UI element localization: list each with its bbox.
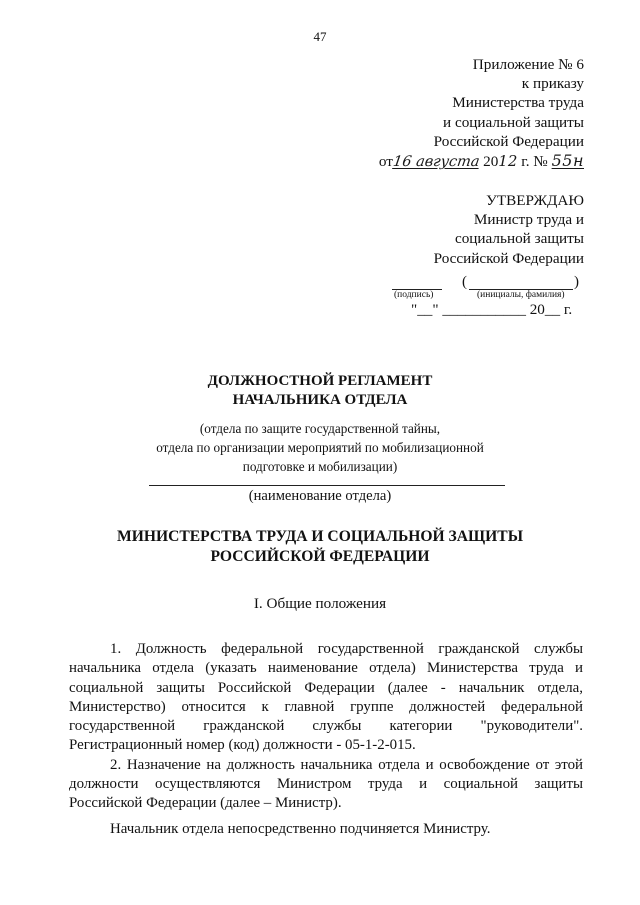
title-line: ДОЛЖНОСТНОЙ РЕГЛАМЕНТ [207,373,433,389]
handwritten-year: 12 [498,152,518,171]
name-caption: (инициалы, фамилия) [477,290,565,300]
approval-heading: УТВЕРЖДАЮ [486,192,584,209]
paragraph: 1. Должность федеральной государственной гражданской службы начальника отдела (указать наименование отдела) Министерства труда и социальной защиты Российской Федерации (далее - начальник отдела, Министерство) относится к главной группе должностей федеральной государственной гражданской службы категории "руководители". Регистрационный номер (код) должности - 05-1-2-015. [69,641,583,754]
name-blank-line [469,280,573,290]
page-number: 47 [313,29,327,44]
section-heading: I. Общие положения [253,595,387,612]
subtitle-line: подготовке и мобилизации) [242,459,398,474]
department-subtitle [0,419,640,476]
order-number-label: г. № [521,153,548,171]
paren-close: ) [574,274,579,290]
ministry-line: МИНИСТЕРСТВА ТРУДА И СОЦИАЛЬНОЙ ЗАЩИТЫ [116,528,524,545]
paren-open: ( [462,274,467,290]
appendix-block [379,55,584,172]
signature-blank-line [392,280,442,290]
ministry-heading [0,527,640,567]
appendix-line: и социальной защиты [443,113,584,131]
year-prefix: 20 [483,153,499,171]
appendix-line: Российской Федерации [433,132,584,150]
approval-line: социальной защиты [454,230,584,248]
approval-date-line: "__" ___________ 20__ г. [411,301,573,318]
body-text [69,640,583,839]
approval-line: Российской Федерации [433,249,584,267]
department-name-caption: (наименование отдела) [248,488,392,504]
order-date-line [379,151,584,172]
approval-block [434,191,584,268]
handwritten-date: 16 августа [391,154,481,171]
paragraph: Начальник отдела непосредственно подчиняется Министру. [110,820,491,837]
subtitle-line: отдела по организации мероприятий по мобилизационной [156,440,484,455]
appendix-line: к приказу [521,75,584,93]
document-title [0,372,640,410]
approval-line: Министр труда и [473,211,584,229]
paragraph: 2. Назначение на должность начальника отдела и освобождение от этой должности осуществляются Министром труда и социальной защиты Российской Федерации (далее – Министр). [69,756,583,812]
subtitle-line: (отдела по защите государственной тайны, [199,421,441,436]
title-line: НАЧАЛЬНИКА ОТДЕЛА [232,392,408,408]
appendix-line: Министерства труда [452,94,584,112]
department-name-rule [149,485,505,486]
date-prefix: от [378,153,393,171]
ministry-line: РОССИЙСКОЙ ФЕДЕРАЦИИ [210,548,430,565]
signature-caption: (подпись) [394,290,434,300]
appendix-title: Приложение № 6 [472,56,584,73]
handwritten-order-number: 55н [551,151,584,171]
